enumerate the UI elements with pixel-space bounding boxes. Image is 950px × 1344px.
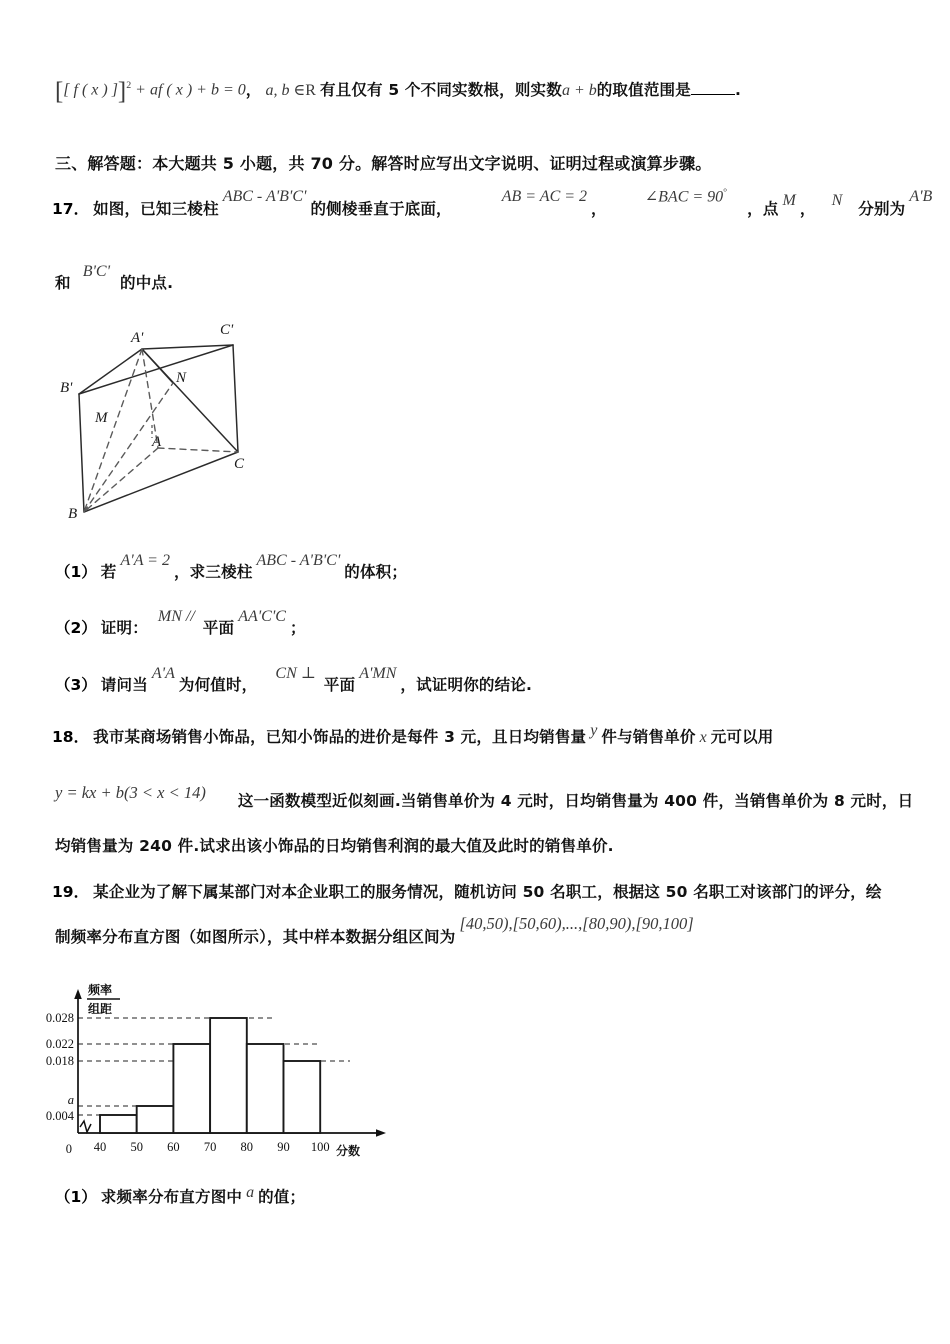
frequency-distribution-histogram (30, 975, 410, 1175)
q17-sub2-plane-word: 平面 (202, 619, 235, 637)
edge-B-C (84, 452, 238, 512)
x-tick-label-4: 80 (240, 1140, 254, 1154)
top-equation-lead: [ f ( x ) ] (63, 81, 118, 99)
y-axis-title-numerator: 频率 (88, 983, 113, 997)
question-18-number: 18． (52, 728, 90, 746)
bar-70-80 (210, 1018, 247, 1133)
top-condition-variables: a, b ∈ (265, 81, 306, 99)
q18-function-model: y = kx + b(3 < x < 14) (55, 783, 206, 802)
axis-break-zigzag (80, 1121, 91, 1132)
q17-prism-name: ABC - A'B'C' (222, 188, 307, 206)
x-tick-label-5: 90 (277, 1140, 290, 1154)
vertex-label-N: N (176, 370, 187, 386)
bar-40-50 (100, 1115, 137, 1133)
vertex-label-A: A (152, 434, 162, 450)
y-axis-title-denominator: 组距 (88, 1002, 113, 1016)
bar-60-70 (173, 1044, 210, 1133)
top-equation-expression: [[ f ( x ) ]]$^2$ + af ( x ) + b = 0 (55, 78, 246, 105)
question-19-number: 19． (52, 883, 90, 901)
x-axis-arrow (376, 1129, 386, 1137)
question-19-sub-1 (55, 1184, 306, 1207)
q18-variable-x: x (699, 729, 707, 746)
q17-sub1-text-c: 的体积； (344, 563, 408, 581)
q17-segment-BC: B'C' (82, 263, 110, 280)
q17-line2-text-a: 和 (55, 274, 71, 292)
q18-text-c: 元可以用 (710, 728, 774, 746)
q17-sub1-text-a: 若 (100, 563, 117, 581)
q17-sub1-expression: A'A = 2 (120, 552, 170, 569)
q17-sub3-expression-3: A'MN (359, 665, 397, 682)
question-19-line-2 (55, 914, 694, 947)
q17-sub1-prism: ABC - A'B'C' (256, 552, 341, 569)
q17-sub1-label: （1） (55, 563, 97, 581)
edge-B1-B (79, 394, 84, 512)
y-axis-tick-labels (46, 1011, 75, 1123)
top-condition-expression: a + b (561, 81, 597, 99)
y-tick-label-0: 0.028 (45, 1011, 74, 1025)
y-tick-label-4: 0.004 (45, 1109, 74, 1123)
x-tick-label-2: 60 (167, 1140, 180, 1154)
top-equation-rest: + af ( x ) + b = 0 (135, 81, 246, 99)
q17-angle-expr: ∠BAC = 90 (644, 188, 724, 206)
top-condition-text: 有且仅有 5 个不同实数根，则实数 (319, 80, 562, 99)
y-tick-label-1: 0.022 (45, 1037, 74, 1051)
q18-variable-y: y (590, 722, 598, 739)
q17-point-M: M (782, 192, 796, 210)
q19-text-line-1: 某企业为了解下属某部门对本企业职工的服务情况，随机访问 50 名职工，根据这 50 名职工对该部门的评分，绘 (93, 883, 882, 901)
q17-sub1-text-b: ，求三棱柱 (173, 563, 253, 581)
q17-line2-text-b: 的中点. (120, 274, 174, 292)
vertex-label-C: C (234, 456, 245, 472)
q19-data-intervals: [40,50),[50,60),...,[80,90),[90,100] (459, 914, 694, 933)
bar-80-90 (247, 1044, 284, 1133)
x-axis-title: 分数 (335, 1144, 361, 1158)
q17-point-N: N (831, 192, 843, 210)
origin-label: 0 (65, 1142, 72, 1156)
question-19-line-1 (52, 884, 882, 902)
vertex-label-C-prime: C' (220, 322, 234, 338)
q18-text-b: 件与销售单价 (601, 728, 696, 746)
real-number-set-symbol: R (305, 81, 316, 99)
x-tick-label-3: 70 (203, 1140, 217, 1154)
q17-sub3-text-a: 请问当 (100, 676, 148, 694)
q17-comma-3: ， (799, 200, 816, 219)
question-17-number: 17． (52, 200, 90, 219)
question-17-sub-1 (55, 552, 408, 582)
question-17-sub-3 (55, 665, 533, 695)
q17-sub3-expression-1: A'A (151, 665, 175, 682)
question-17-sub-2 (55, 608, 306, 638)
top-condition-tail: 的取值范围是 (596, 80, 691, 99)
edge-B1-C1 (79, 345, 233, 394)
edge-A-C-hidden (158, 448, 238, 452)
q17-comma-1: ， (591, 200, 607, 219)
vertex-label-B: B (68, 506, 78, 522)
q18-text-a: 我市某商场销售小饰品，已知小饰品的进价是每件 3 元，且日均销售量 (93, 728, 587, 746)
q17-sub2-expression-1: MN // (157, 608, 195, 625)
q19-text-line-2: 制频率分布直方图（如图所示），其中样本数据分组区间为 (55, 928, 456, 946)
y-axis-arrow (74, 989, 82, 999)
vertex-label-B-prime: B' (60, 380, 73, 396)
top-equation-comma: ， (245, 80, 262, 99)
question-18-line-3: 均销售量为 240 件.试求出该小饰品的日均销售利润的最大值及此时的销售单价. (55, 837, 614, 855)
answer-blank[interactable] (691, 80, 735, 95)
q17-sub3-expression-2: CN ⊥ (275, 665, 316, 682)
y-tick-label-3: a (67, 1093, 74, 1107)
bar-50-60 (137, 1106, 174, 1133)
q17-condition-angle (645, 187, 727, 207)
q17-text-b: 的侧棱垂直于底面， (310, 200, 452, 219)
q19-sub1-label: （1） (55, 1188, 97, 1206)
edge-C1-C (233, 345, 238, 452)
q19-sub1-text-a: 求频率分布直方图中 (100, 1188, 243, 1206)
top-period: . (734, 80, 742, 99)
q17-sub2-text-b: ； (289, 619, 306, 637)
bar-90-100 (284, 1061, 321, 1133)
edge-A1-C1 (142, 345, 233, 349)
q17-comma-2: ，点 (747, 200, 779, 219)
q17-degree-symbol: ° (723, 187, 728, 198)
q17-sub2-expression-2: AA'C'C (238, 608, 286, 625)
q17-sub3-plane-word: 平面 (323, 676, 356, 694)
q17-segment-AB: A'B (909, 188, 933, 206)
q17-sub2-label: （2） (55, 619, 97, 637)
q19-sub1-text-b: 的值； (258, 1188, 306, 1206)
prism-vertex-labels (60, 322, 245, 522)
x-tick-label-6: 100 (310, 1140, 330, 1154)
triangular-prism-figure (0, 0, 320, 560)
question-18-line-2 (55, 783, 914, 810)
q19-sub1-variable-a: a (246, 1184, 255, 1201)
q17-text-c: 分别为 (858, 200, 906, 219)
q17-sub3-label: （3） (55, 676, 97, 694)
edge-A1-B1 (79, 349, 142, 394)
y-axis-title-group (87, 982, 120, 1016)
q17-sub3-text-c: ，试证明你的结论. (400, 676, 533, 694)
histogram-bars (100, 1018, 320, 1133)
section-header: 三、解答题：本大题共 5 小题，共 70 分。解答时应写出文字说明、证明过程或演算步骤。 (55, 154, 712, 173)
vertex-label-M: M (95, 410, 108, 426)
vertex-label-A-prime: A' (131, 330, 144, 346)
q17-sub2-text-a: 证明： (100, 619, 148, 637)
q17-condition-sides: AB = AC = 2 (501, 188, 588, 206)
top-equation-exponent: 2 (126, 80, 132, 92)
q17-text-a: 如图，已知三棱柱 (93, 200, 219, 219)
x-tick-label-1: 50 (130, 1140, 143, 1154)
y-tick-label-2: 0.018 (45, 1054, 74, 1068)
x-tick-label-0: 40 (93, 1140, 107, 1154)
q18-text-model-description: 这一函数模型近似刻画.当销售单价为 4 元时，日均销售量为 400 件，当销售单价为 8 元时，日 (237, 792, 914, 810)
x-axis-tick-labels (94, 1140, 330, 1154)
q17-sub3-text-b: 为何值时， (178, 676, 258, 694)
question-18-line-1 (52, 722, 774, 747)
